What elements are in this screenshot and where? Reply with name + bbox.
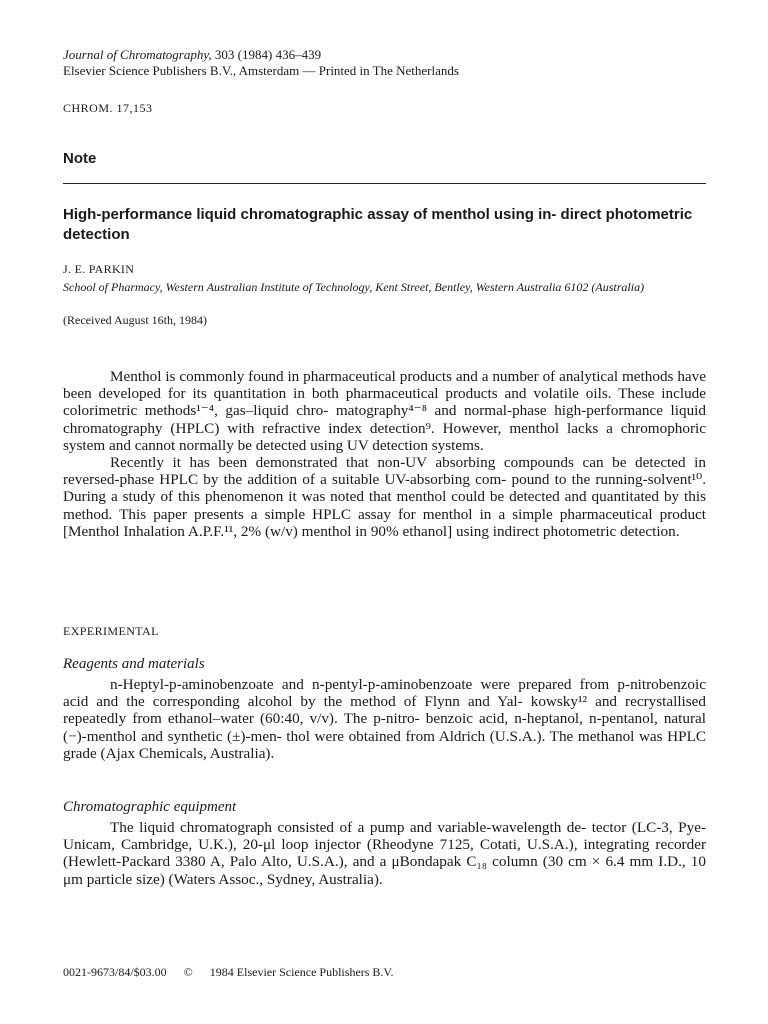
equipment-heading: Chromatographic equipment: [63, 799, 237, 815]
paper-title: High-performance liquid chromatographic assay of menthol using in- direct photometric detection: [63, 206, 693, 243]
footer-publisher: 1984 Elsevier Science Publishers B.V.: [209, 965, 394, 979]
journal-name: Journal of Chromatography,: [63, 47, 212, 62]
note-label: Note: [63, 150, 97, 167]
journal-citation: [63, 47, 321, 63]
header-divider: [63, 183, 706, 184]
footer: [63, 965, 408, 980]
reagents-paragraph: n-Heptyl-p-aminobenzoate and n-pentyl-p-aminobenzoate were prepared from p-nitrobenzoic acid and the corresponding alcohol by the method of Flynn and Yal- kowsky¹² and recrystallised repeatedly from ethanol–water (60:40, v/v). The p-nitro- benzoic acid, n-heptanol, n-pentanol, natural (−)-menthol and synthetic (±)-men- thol were obtained from Aldrich (U.S.A.). The methanol was HPLC grade (Ajax Chemicals, Australia).: [63, 676, 706, 762]
affiliation: School of Pharmacy, Western Australian Institute of Technology, Kent Street, Bentley, Western Australia 6102 (Australia): [63, 280, 645, 294]
equipment-section: [63, 819, 706, 888]
author: J. E. PARKIN: [63, 262, 135, 276]
intro-paragraph-1: Menthol is commonly found in pharmaceutical products and a number of analytical methods have been developed for its quantitation in both pharmaceutical products and volatile oils. These include colorimetric methods¹⁻⁴, gas–liquid chro- matography⁴⁻⁸ and normal-phase high-performance liquid chromatography (HPLC) with refractive index detection⁹. However, menthol lacks a chromophoric system and cannot normally be detected using UV detection systems.: [63, 368, 706, 454]
intro-paragraph-2: Recently it has been demonstrated that non-UV absorbing compounds can be detected in reversed-phase HPLC by the addition of a suitable UV-absorbing com- pound to the running-solvent¹⁰. During a study of this phenomenon it was noted that menthol could be detected and quantitated by this method. This paper presents a simple HPLC assay for menthol in a simple pharmaceutical product [Menthol Inhalation A.P.F.¹¹, 2% (w/v) menthol in 90% ethanol] using indirect photometric detection.: [63, 454, 706, 540]
experimental-heading: EXPERIMENTAL: [63, 624, 159, 638]
reagents-heading: Reagents and materials: [63, 656, 205, 672]
received-date: (Received August 16th, 1984): [63, 313, 207, 327]
publisher-line: Elsevier Science Publishers B.V., Amsterdam — Printed in The Netherlands: [63, 63, 459, 78]
footer-code: 0021-9673/84/$03.00: [63, 965, 167, 979]
equipment-paragraph: The liquid chromatograph consisted of a pump and variable-wavelength de- tector (LC-3, Pye-Unicam, Cambridge, U.K.), 20-μl loop injector (Rheodyne 7125, Cotati, U.S.A.), integrating recorder (Hewlett-Packard 3380 A, Palo Alto, U.S.A.), and a μBondapak C₁₈ column (30 cm × 6.4 mm I.D., 10 μm particle size) (Waters Assoc., Sydney, Australia).: [63, 819, 706, 888]
introduction: [63, 368, 706, 540]
journal-ref: 303 (1984) 436–439: [211, 47, 322, 62]
copyright-symbol: ©: [183, 965, 193, 979]
reagents-section: [63, 676, 706, 762]
chrom-id: CHROM. 17,153: [63, 101, 153, 115]
